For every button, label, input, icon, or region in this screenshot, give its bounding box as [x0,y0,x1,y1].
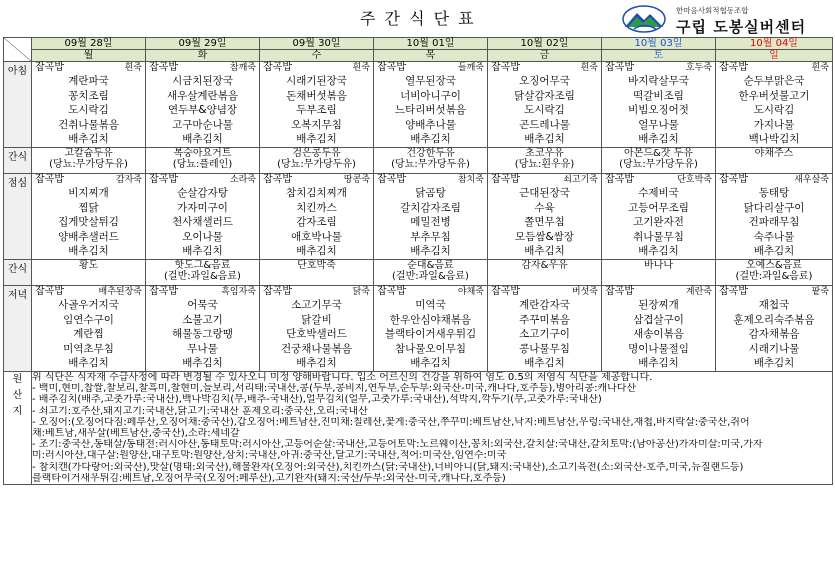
dish-item: 참나물오이무침 [394,342,466,355]
dish-item: 근대된장국 [519,187,570,199]
dish-item: 찜닭 [78,201,99,214]
dish-item: 소불고기 [182,313,223,326]
dish-item: 배추김치 [638,245,679,258]
meal-header [716,286,832,298]
day-cell: 토 [602,50,716,62]
origin-note-line: - 오징어:(오징어다짐:페루산,오징어채:중국산),갑오징어:베트남산,진미채:칠레산,꽃게:중국산,쭈꾸미:베트남산,낙지:베트남산,우렁:국내산,재첩,바지락살:중국산,쥐어 [32,416,750,428]
dish-list [32,74,145,147]
mountain-logo-icon [622,5,666,33]
snack-item: 검은콩두유 [292,148,341,159]
dish-item: 한우안심야채볶음 [389,313,472,326]
snack-item: (당뇨:무가당두유) [49,159,128,170]
breakfast-cell [32,62,146,148]
meal-header [602,174,715,186]
dish-item: 배추김치 [410,245,451,258]
dish-item: 소고기구이 [519,328,570,341]
breakfast-label: 아침 [4,62,32,148]
dish-list [146,186,259,259]
meal-header [260,286,373,298]
dish-list [602,186,715,259]
dish-list [488,298,601,371]
origin-note-line: 위 식단은 식자재 수급사정에 따라 변경될 수 있사오니 미정 양해바랍니다. 입소 어르신의 건강을 위하여 염도 0.5의 저염식 식단을 제공합니다. [32,372,653,383]
rice-label: 잡곡밥 [377,174,406,185]
dish-item: 비빔오징어젓 [628,104,689,117]
snack-item: (당뇨:흰우유) [514,159,575,170]
origin-note-line: - 참치캔(가다랑어:외국산),맛살(명태:외국산),해물완자(오징어:외국산),치킨까스(닭:국내산),너비아니(닭,돼지:국내산),소고기육전(소:외국산-호주,미국,뉴질랜드등) [32,461,744,473]
dish-item: 동태탕 [758,187,790,199]
porridge-label: 팥죽 [811,287,829,297]
snack2-cell [146,260,260,286]
dish-item: 닭갈비 [301,313,332,326]
day-cell: 일 [716,50,833,62]
snack-item: 야채주스 [754,148,794,159]
porridge-label: 흰죽 [580,63,598,73]
date-cell: 10월 03일 [602,38,716,50]
logo [622,3,832,37]
meal-header [602,286,715,298]
dish-list [602,74,715,147]
lunch-cell [488,174,602,260]
snack-item: 핫도그&음료 [174,260,231,271]
date-cell: 10월 02일 [488,38,602,50]
day-cell: 금 [488,50,602,62]
meal-header [146,286,259,298]
porridge-label: 배추된장죽 [98,287,142,297]
lunch-cell [32,174,146,260]
dish-item: 어묵국 [187,299,218,311]
porridge-label: 소라죽 [229,175,256,185]
origin-note-line: 미:러시아산,대구살:원양산,대구토막:원양산,삼치:국내산,아귀:중국산,달고기:국내산,적어:미국산,임연수:미국 [32,450,507,462]
dish-item: 배추김치 [410,133,451,146]
dish-item: 도시락김 [68,104,109,117]
rice-label: 잡곡밥 [149,286,178,297]
dish-list [146,298,259,371]
snack1-label: 간식 [4,148,32,174]
origin-note-line: - 배추김치(배추,고춧가루:국내산),백나박김치(무,배추-국내산),얼무김치(얼무,고춧가루:국내산),석박지,깍두기(무,고춧가루:국내산) [32,394,602,406]
dish-item: 배추김치 [524,357,565,370]
dish-item: 수육 [534,201,555,214]
snack1-cell [260,148,374,174]
dish-list [260,298,373,371]
dish-item: 한우버섯불고기 [738,89,810,102]
porridge-label: 흰죽 [352,63,370,73]
dish-item: 연두부&양념장 [167,104,238,117]
dish-item: 감자조림 [296,216,337,229]
snack2-cell [716,260,833,286]
origin-label-text: 원산지 [12,374,23,417]
porridge-label: 호두죽 [685,63,712,73]
dish-item: 오이나물 [182,230,223,243]
dish-item: 도시락김 [753,104,795,117]
dinner-cell [488,286,602,372]
dish-item: 천사채샐러드 [172,216,233,229]
origin-label [4,372,32,485]
snack1-cell [32,148,146,174]
breakfast-row [4,62,833,148]
rice-label: 잡곡밥 [35,286,64,297]
dish-item: 명이나물절임 [628,342,689,355]
dish-item: 무나물 [187,342,218,355]
snack1-cell [146,148,260,174]
dish-item: 참치김치찌개 [286,187,347,199]
porridge-label: 흰죽 [811,63,829,73]
lunch-cell [146,174,260,260]
dish-list [260,186,373,259]
dish-list [602,298,715,371]
dish-item: 백나박김치 [748,133,800,146]
dish-item: 열무된장국 [405,75,456,87]
rice-label: 잡곡밥 [149,62,178,73]
dish-item: 시금치된장국 [172,75,233,87]
dish-item: 취나물무침 [633,230,684,243]
dish-item: 임연수구이 [63,313,114,326]
rice-label: 잡곡밥 [491,62,520,73]
snack1-cell [716,148,833,174]
dish-item: 사골우거지국 [58,299,119,311]
breakfast-cell [374,62,488,148]
rice-label: 잡곡밥 [605,286,634,297]
dish-item: 오복지무침 [291,118,342,131]
dish-item: 배추김치 [68,133,109,146]
dish-item: 수제비국 [638,187,679,199]
dish-item: 닭살감자조림 [514,89,575,102]
corner-cell [4,38,32,62]
origin-row [4,372,833,485]
dish-item: 양배추샐러드 [58,230,119,243]
dish-item: 가지나물 [753,118,795,131]
logo-name: 구립 도봉실버센터 [676,18,807,36]
dish-item: 건궁채나물볶음 [280,342,352,355]
dish-item: 떡갈비조림 [633,89,684,102]
dish-item: 두부조림 [296,104,337,117]
dish-list [146,74,259,147]
breakfast-cell [260,62,374,148]
lunch-cell [260,174,374,260]
meal-header [146,62,259,74]
rice-label: 잡곡밥 [35,62,64,73]
snack2-cell [602,260,716,286]
breakfast-cell [716,62,833,148]
dish-item: 돈채버섯볶음 [286,89,347,102]
meal-header [32,62,145,74]
snack2-cell [374,260,488,286]
dish-list [32,298,145,371]
snack2-cell [32,260,146,286]
dish-list [374,74,487,147]
porridge-label: 닭죽 [352,287,370,297]
rice-label: 잡곡밥 [149,174,178,185]
breakfast-cell [146,62,260,148]
dish-list [488,74,601,147]
meal-header [602,62,715,74]
dish-item: 치킨까스 [296,201,337,214]
dish-item: 삼겹살구이 [633,313,684,326]
dish-item: 고기완자전 [633,216,684,229]
dish-item: 배추김치 [182,133,223,146]
menu-table [3,37,833,485]
dish-list [32,186,145,259]
meal-header [32,286,145,298]
dish-list [716,74,832,147]
snack2-cell [260,260,374,286]
dish-item: 너비아니구이 [400,89,461,102]
porridge-label: 들깨죽 [457,63,484,73]
dish-item: 모듬쌈&쌈장 [515,230,574,243]
lunch-cell [716,174,833,260]
snack-item: (당뇨:무가당두유) [619,159,698,170]
day-cell: 목 [374,50,488,62]
date-cell: 09월 28일 [32,38,146,50]
dish-item: 건파래무침 [748,216,800,229]
dish-item: 배추김치 [638,133,679,146]
rice-label: 잡곡밥 [719,286,748,297]
snack-item: 황도 [78,260,99,271]
date-row [4,38,833,50]
meal-header [260,174,373,186]
dish-item: 감자채볶음 [748,328,800,341]
rice-label: 잡곡밥 [605,62,634,73]
dish-item: 오징어무국 [519,75,570,87]
porridge-label: 흑임자죽 [221,287,256,297]
dish-item: 숙주나물 [753,230,795,243]
snack-item: (걸반:과일&음료) [735,271,813,282]
dish-list [716,298,832,371]
dish-item: 배추김치 [296,245,337,258]
dish-item: 계란찜 [73,328,104,341]
dish-item: 갈치감자조림 [400,201,461,214]
dish-item: 훈제오리숙주볶음 [733,313,815,326]
rice-label: 잡곡밥 [35,174,64,185]
snack-item: 감자&우유 [521,260,568,271]
dish-item: 블랙타이거새우튀김 [384,328,477,341]
snack2-cell [488,260,602,286]
snack-item: (당뇨:무가당두유) [277,159,356,170]
snack-item: (걸반:과일&음료) [392,271,469,282]
meal-header [374,62,487,74]
page-title: 주 간 식 단 표 [360,9,476,28]
origin-note-line: - 조기:중국산,동태살/동태전:러시아산,동태토막:러시아산,고등어순살:국내산,고등어토막:노르웨이산,꽁치:외국산,갈치살:국내산,갈치토막:(남아공산)가자미살:미국,가자 [32,439,763,451]
snack-item: 아몬드&잣 두유 [624,148,693,159]
dish-item: 건취나물볶음 [58,118,119,131]
dish-item: 단호박샐러드 [286,328,347,341]
snack1-cell [374,148,488,174]
snack2-label: 간식 [4,260,32,286]
dish-item: 새송이볶음 [633,328,684,341]
day-cell: 수 [260,50,374,62]
snack-item: 바나나 [644,260,673,271]
dish-item: 배추김치 [68,245,109,258]
porridge-label: 흰죽 [124,63,142,73]
meal-header [488,174,601,186]
rice-label: 잡곡밥 [491,286,520,297]
date-cell: 09월 29일 [146,38,260,50]
rice-label: 잡곡밥 [263,62,292,73]
meal-header [716,174,832,186]
dish-item: 배추김치 [638,357,679,370]
rice-label: 잡곡밥 [263,286,292,297]
dish-item: 배추김치 [410,357,451,370]
dish-item: 바지락살무국 [628,75,689,87]
dinner-cell [260,286,374,372]
snack-item: 초코우유 [525,148,564,159]
meal-header [716,62,832,74]
dish-item: 배추김치 [753,245,795,258]
snack-item: 단호박죽 [297,260,336,271]
dish-item: 미역국 [415,299,446,311]
dish-item: 순살감자탕 [177,187,228,199]
dish-item: 부추무침 [410,230,451,243]
dinner-cell [602,286,716,372]
rice-label: 잡곡밥 [719,174,748,185]
snack1-row [4,148,833,174]
dish-item: 곤드레나물 [519,118,570,131]
snack1-cell [602,148,716,174]
origin-note-line: 채:베트남,새우살(베트남산,중국산),소라:세네갈 [32,428,240,440]
origin-note-line: - 쇠고기:호주산,돼지고기:국내산,닭고기:국내산 훈제오리:중국산,오리:국내산 [32,405,368,417]
day-row [4,50,833,62]
dish-item: 느타리버섯볶음 [394,104,466,117]
dish-item: 닭다리살구이 [743,201,805,214]
dish-item: 양배추나물 [405,118,456,131]
porridge-label: 단호박죽 [677,175,712,185]
date-cell: 10월 01일 [374,38,488,50]
porridge-label: 감자죽 [115,175,142,185]
meal-header [260,62,373,74]
snack-item: (당뇨:플레인) [172,159,233,170]
snack2-row [4,260,833,286]
dish-item: 주꾸미볶음 [519,313,570,326]
porridge-label: 참깨죽 [229,63,256,73]
dish-item: 배추김치 [296,357,337,370]
rice-label: 잡곡밥 [263,174,292,185]
snack-item: 복숭아요거트 [173,148,232,159]
dish-item: 배추김치 [296,133,337,146]
dish-item: 애호박나물 [291,230,342,243]
origin-note-line: 블랙타이거새우튀김:베트남,오징어무국(오징어:페루산),고기완자(돼지:국산/두부:외국산-미국,캐나다,호주등) [32,472,506,484]
snack-item: 순대&음료 [407,260,454,271]
snack-item: 건강한두유 [406,148,455,159]
date-cell: 10월 04일 [716,38,833,50]
dish-item: 순두부맑은국 [743,75,805,87]
dish-item: 배추김치 [524,133,565,146]
rice-label: 잡곡밥 [719,62,748,73]
dinner-row [4,286,833,372]
dish-item: 해물동그랑땡 [172,328,233,341]
meal-header [488,286,601,298]
dish-item: 새우살계란볶음 [166,89,238,102]
dish-item: 배추김치 [182,245,223,258]
dish-item: 시래기나물 [748,342,800,355]
rice-label: 잡곡밥 [491,174,520,185]
dish-item: 도시락김 [524,104,565,117]
dish-item: 미역초무침 [63,342,114,355]
dinner-cell [32,286,146,372]
meal-header [374,174,487,186]
dish-item: 비지찌개 [68,187,109,199]
lunch-label: 점심 [4,174,32,260]
snack-item: (걸반:과일&음료) [164,271,241,282]
dish-item: 쫄면무침 [524,216,565,229]
dish-item: 된장찌개 [638,299,679,311]
dish-list [374,298,487,371]
porridge-label: 버섯죽 [571,287,598,297]
meal-header [374,286,487,298]
day-cell: 화 [146,50,260,62]
rice-label: 잡곡밥 [377,62,406,73]
porridge-label: 야채죽 [457,287,484,297]
dish-item: 메밀전병 [410,216,451,229]
snack-item: 오예스&음료 [745,260,803,271]
dish-item: 배추김치 [182,357,223,370]
rice-label: 잡곡밥 [605,174,634,185]
dish-item: 콩나물무침 [519,342,570,355]
breakfast-cell [602,62,716,148]
lunch-row [4,174,833,260]
dish-item: 배추김치 [68,357,109,370]
dish-item: 시래기된장국 [286,75,347,87]
dish-list [260,74,373,147]
meal-header [146,174,259,186]
dish-item: 닭곰탕 [415,187,446,199]
dinner-cell [146,286,260,372]
dish-item: 배추김치 [524,245,565,258]
porridge-label: 계란죽 [685,287,712,297]
origin-notes [32,372,833,485]
dish-item: 집게맛살튀김 [58,216,119,229]
meal-header [32,174,145,186]
dish-item: 계란감자국 [519,299,570,311]
logo-org: 한마음사회적협동조합 [676,6,749,15]
dish-item: 고등어무조림 [628,201,689,214]
dish-item: 소고기무국 [291,299,342,311]
dish-item: 얼무나물 [638,118,679,131]
rice-label: 잡곡밥 [377,286,406,297]
porridge-label: 땅콩죽 [343,175,370,185]
porridge-label: 참치죽 [457,175,484,185]
dish-list [716,186,832,259]
dish-item: 계란파국 [68,75,109,87]
dinner-cell [716,286,833,372]
origin-note-line: - 백미,현미,찹쌀,찰보리,찰흑미,찰현미,늘보리,서리태:국내산,콩(두부,콩비지,연두부,순두부:외국산-미국,캐나다,호주등),병아리콩:캐나다산 [32,383,637,395]
dinner-cell [374,286,488,372]
snack-item: 고칼슘두유 [64,148,113,159]
dish-item: 꽁치조림 [68,89,109,102]
dish-item: 배추김치 [753,357,795,370]
dinner-label: 저녁 [4,286,32,372]
dish-item: 가자미구이 [177,201,228,214]
snack-item: (당뇨:무가당두유) [391,159,470,170]
day-cell: 월 [32,50,146,62]
dish-list [374,186,487,259]
dish-item: 재첩국 [758,299,790,311]
snack1-cell [488,148,602,174]
lunch-cell [602,174,716,260]
meal-header [488,62,601,74]
lunch-cell [374,174,488,260]
dish-item: 고구마순나물 [172,118,233,131]
breakfast-cell [488,62,602,148]
porridge-label: 새우살죽 [794,175,829,185]
porridge-label: 쇠고기죽 [563,175,598,185]
dish-list [488,186,601,259]
date-cell: 09월 30일 [260,38,374,50]
